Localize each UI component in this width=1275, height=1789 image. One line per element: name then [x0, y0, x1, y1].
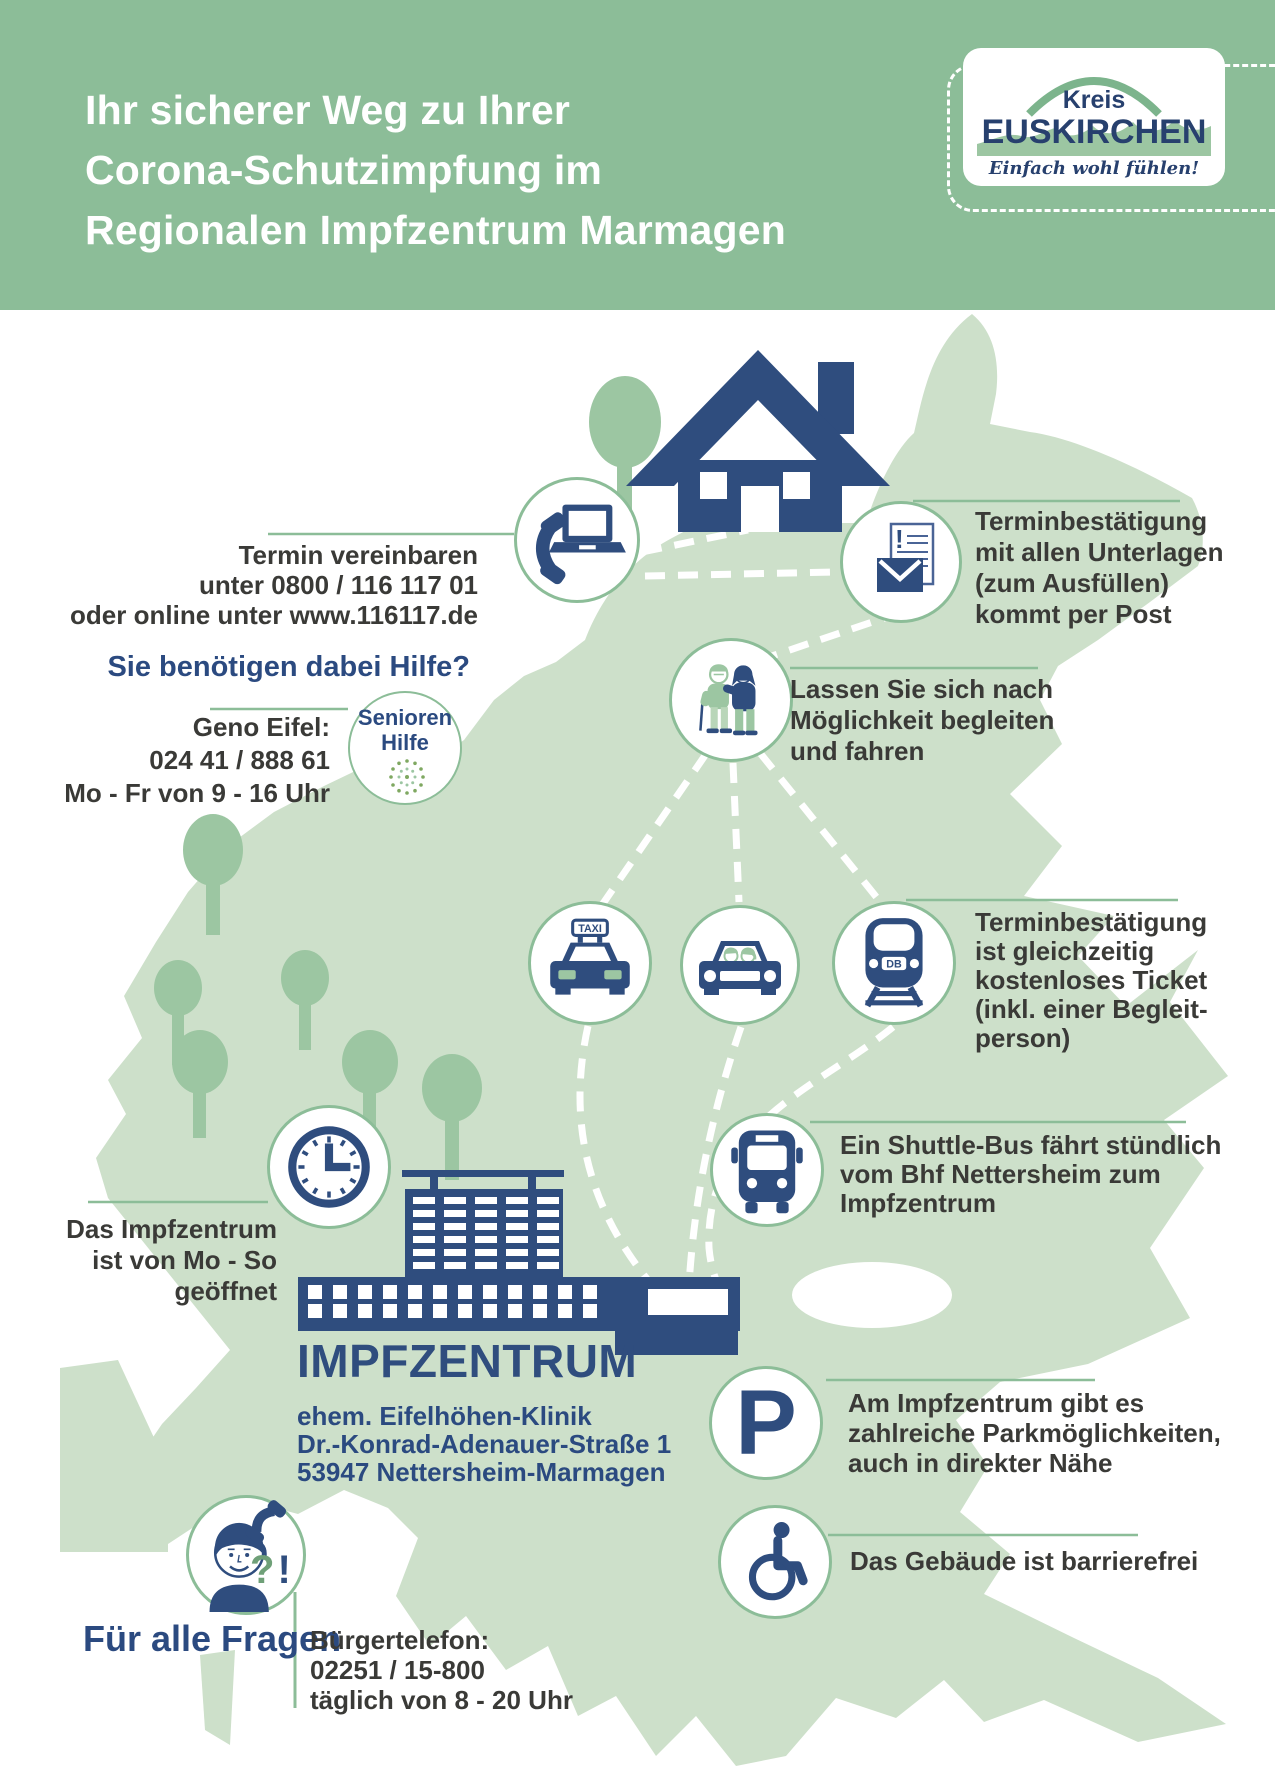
confirmation-circle [840, 501, 962, 623]
companion-circle [669, 638, 793, 762]
title-line: Corona-Schutzimpfung im [85, 147, 603, 193]
title-line: Regionalen Impfzentrum Marmagen [85, 207, 787, 253]
parking-symbol: P [735, 1372, 797, 1474]
taxi-circle [528, 901, 652, 1025]
geno-eifel-text: Geno Eifel: 024 41 / 888 61 Mo - Fr von 9 - 16 Uhr [64, 712, 330, 808]
taxi-sign-text: TAXI [578, 922, 602, 935]
logo-slogan-text: Einfach wohl fühlen! [988, 158, 1200, 179]
accessibility-text: Das Gebäude ist barrierefrei [850, 1546, 1199, 1576]
page-title [85, 80, 786, 260]
wheelchair-icon [728, 1515, 822, 1609]
companion-text: Lassen Sie sich nach Möglichkeit begleiten und fahren [790, 674, 1055, 766]
hotline-text: Bürgertelefon: 02251 / 15-800 täglich von 8 - 20 Uhr [310, 1625, 573, 1715]
question-exclamation-marks [250, 1548, 291, 1593]
questions-label: Für alle Fragen [83, 1618, 342, 1659]
question-mark: ? [250, 1548, 275, 1592]
clock-icon [278, 1116, 380, 1218]
shuttle-bus-circle [710, 1113, 824, 1227]
logo-name-text: EUSKIRCHEN [981, 113, 1207, 151]
logo-region-text: Kreis [1062, 86, 1126, 114]
appointment-text: Termin vereinbaren unter 0800 / 116 117 01 oder online unter www.116117.de [70, 540, 478, 630]
opening-hours-text: Das Impfzentrum ist von Mo - So geöffnet [66, 1214, 277, 1306]
accessibility-circle [718, 1505, 832, 1619]
parking-text: Am Impfzentrum gibt es zahlreiche Parkmöglichkeiten, auch in direkter Nähe [848, 1388, 1221, 1478]
train-circle [832, 901, 956, 1025]
logo-art [963, 48, 1225, 186]
help-question: Sie benötigen dabei Hilfe? [107, 651, 470, 683]
letter-alert-glyph: ! [895, 524, 904, 554]
train-icon [843, 912, 945, 1014]
senioren-hilfe-label: Senioren Hilfe [357, 705, 453, 755]
booking-circle [514, 477, 640, 603]
bus-icon [720, 1123, 814, 1217]
parking-circle [709, 1366, 823, 1480]
center-address: ehem. Eifelhöhen-Klinik Dr.-Konrad-Adenauer-Straße 1 53947 Nettersheim-Marmagen [297, 1401, 672, 1487]
house-icon [626, 350, 890, 532]
ticket-text: Terminbestätigung ist gleichzeitig kostenloses Ticket (inkl. einer Begleit- person) [975, 907, 1208, 1053]
senioren-hilfe-badge [348, 691, 462, 805]
confirmation-text: Terminbestätigung mit allen Unterlagen (zum Ausfüllen) kommt per Post [975, 506, 1224, 629]
car-circle [680, 905, 800, 1025]
exclamation-mark: ! [277, 1548, 291, 1592]
opening-hours-circle [267, 1105, 391, 1229]
elderly-couple-icon [680, 649, 782, 751]
letter-icon [851, 512, 951, 612]
train-db-label: DB [886, 958, 902, 971]
phone-laptop-icon [525, 488, 629, 592]
shuttle-text: Ein Shuttle-Bus fährt stündlich vom Bhf Nettersheim zum Impfzentrum [840, 1130, 1222, 1218]
taxi-icon [539, 912, 641, 1014]
title-line: Ihr sicherer Weg zu Ihrer [85, 87, 571, 133]
kreis-euskirchen-logo [963, 48, 1225, 186]
car-icon [690, 915, 790, 1015]
mandala-icon [377, 755, 437, 799]
center-name: IMPFZENTRUM [297, 1335, 638, 1387]
